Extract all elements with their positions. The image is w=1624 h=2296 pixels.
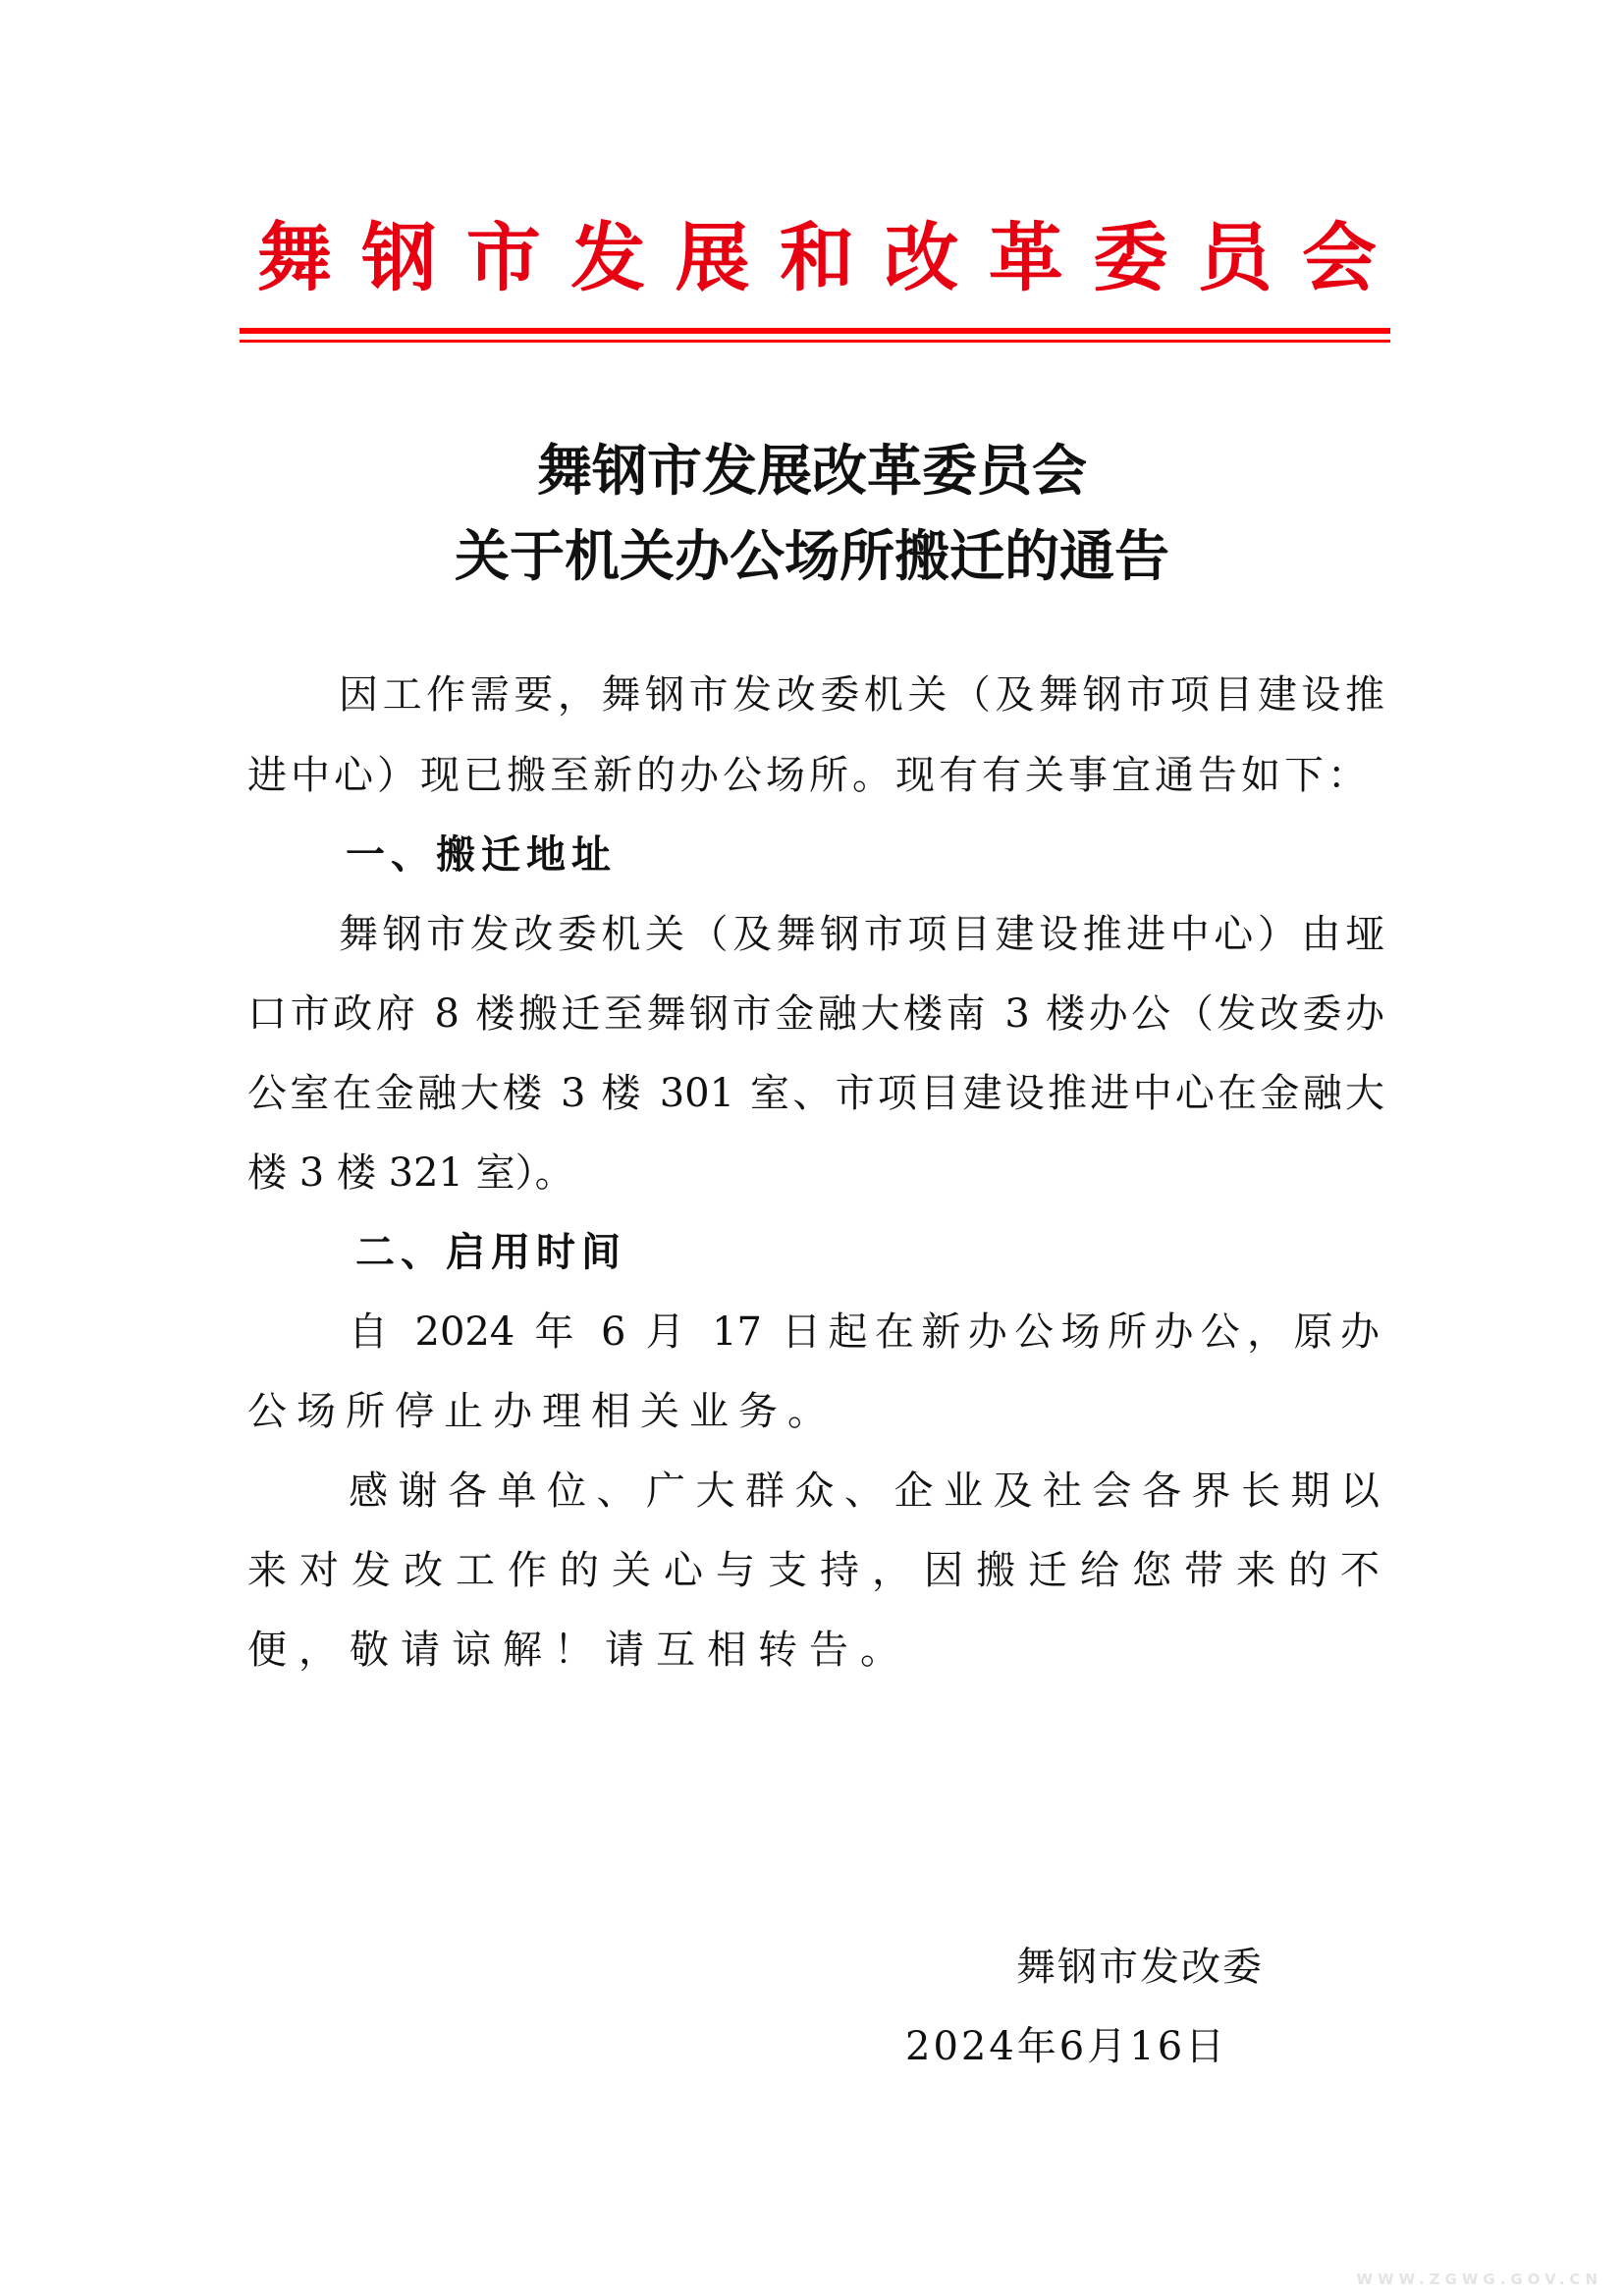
section-heading-start-time: 二、启用时间 xyxy=(355,1229,626,1275)
intro-line: 因工作需要，舞钢市发改委机关（及舞钢市项目建设推 xyxy=(339,672,1384,718)
section-line: 公室在金融大楼 3 楼 301 室、市项目建设推进中心在金融大 xyxy=(247,1071,1384,1116)
section-line: 舞钢市发改委机关（及舞钢市项目建设推进中心）由垭 xyxy=(339,912,1384,957)
section-line: 楼 3 楼 321 室）。 xyxy=(247,1150,574,1196)
signature-issuer: 舞钢市发改委 xyxy=(1016,1945,1264,1990)
watermark: WWW.ZGWG.GOV.CN xyxy=(1356,2270,1602,2288)
section-heading-address: 一、搬迁地址 xyxy=(346,831,617,878)
letterhead-rule-thick xyxy=(240,328,1390,334)
letterhead-rule-thin xyxy=(240,340,1390,343)
closing-line: 来对发改工作的关心与支持，因搬迁给您带来的不 xyxy=(247,1548,1380,1593)
closing-line: 感谢各单位、广大群众、企业及社会各界长期以 xyxy=(349,1468,1380,1514)
intro-line: 进中心）现已搬至新的办公场所。现有有关事宜通告如下： xyxy=(247,753,1367,798)
section-line: 口市政府 8 楼搬迁至舞钢市金融大楼南 3 楼办公（发改委办 xyxy=(247,991,1384,1037)
letterhead-org-name: 舞钢市发展和改革委员会 xyxy=(257,214,1377,301)
signature-date: 2024年6月16日 xyxy=(905,2024,1228,2069)
section-line: 自 2024 年 6 月 17 日起在新办公场所办公，原办 xyxy=(349,1309,1380,1355)
notice-title-line2: 关于机关办公场所搬迁的通告 xyxy=(455,524,1169,589)
section-line: 公场所停止办理相关业务。 xyxy=(247,1389,837,1434)
closing-line: 便，敬请谅解！请互相转告。 xyxy=(247,1628,911,1673)
notice-title-line1: 舞钢市发展改革委员会 xyxy=(537,439,1087,504)
